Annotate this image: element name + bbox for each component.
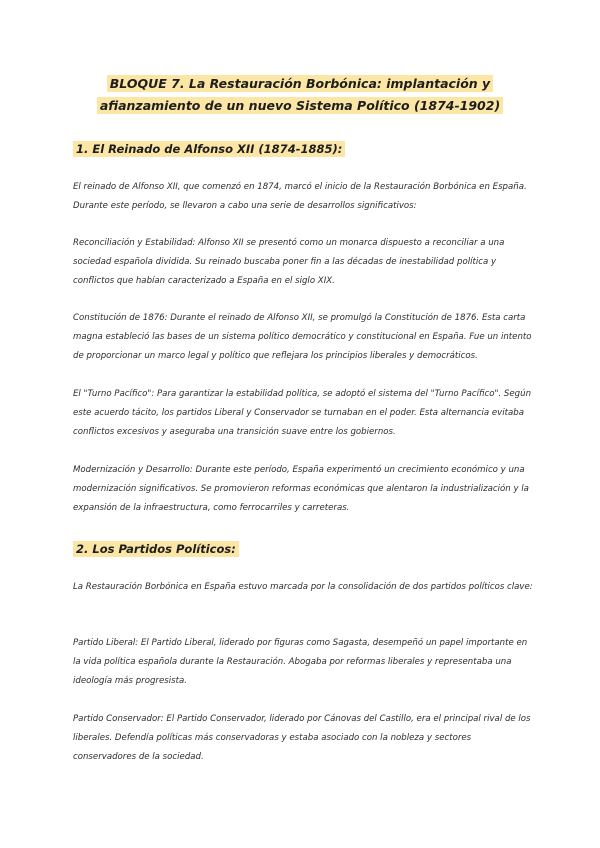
paragraph-reconciliacion: Reconciliación y Estabilidad: Alfonso XII se presentó como un monarca dispuesto a reconciliar a una sociedad española dividida. Su reinado buscaba poner fin a las décadas de inestabilidad política y conflictos que habían caracterizado a España en el siglo XIX. <box>73 238 505 286</box>
section-heading-reinado <box>73 140 345 158</box>
section-heading-partidos <box>73 540 239 558</box>
paragraph-partido-liberal: Partido Liberal: El Partido Liberal, liderado por figuras como Sagasta, desempeñó un papel importante en la vida política española durante la Restauración. Abogaba por reformas liberales y representaba una ideología más progresista. <box>73 638 528 686</box>
paragraph-constitucion: Constitución de 1876: Durante el reinado de Alfonso XII, se promulgó la Constitución de 1876. Esta carta magna estableció las bases de un sistema político democrático y constitucional en España. Fue un intento de proporcionar un marco legal y político que reflejara los principios liberales y democráticos. <box>73 313 532 361</box>
paragraph-partido-conservador: Partido Conservador: El Partido Conservador, liderado por Cánovas del Castillo, era el principal rival de los liberales. Defendía políticas más conservadoras y estaba asociado con la nobleza y sectores conservadores de la sociedad. <box>73 714 531 762</box>
title-highlight: BLOQUE 7. La Restauración Borbónica: implantación y afianzamiento de un nuevo Sistema Político (1874-1902) <box>97 75 503 114</box>
paragraph-modernizacion: Modernización y Desarrollo: Durante este período, España experimentó un crecimiento económico y una modernización significativos. Se promovieron reformas económicas que alentaron la industrialización y la expansión de la infraestructura, como ferrocarriles y carreteras. <box>73 465 529 513</box>
heading-highlight: 1. El Reinado de Alfonso XII (1874-1885): <box>73 141 345 157</box>
heading-highlight: 2. Los Partidos Políticos: <box>73 541 239 557</box>
paragraph-turno-pacifico: El "Turno Pacífico": Para garantizar la estabilidad política, se adoptó el sistema del "Turno Pacífico". Según este acuerdo tácito, los partidos Liberal y Conservador se turnaban en el poder. Esta alternancia evitaba conflictos excesivos y aseguraba una transición suave entre los gobiernos. <box>73 389 532 437</box>
document-title <box>60 73 540 117</box>
paragraph-intro-partidos: La Restauración Borbónica en España estuvo marcada por la consolidación de dos partidos políticos clave: <box>73 582 533 592</box>
paragraph-intro-reinado: El reinado de Alfonso XII, que comenzó en 1874, marcó el inicio de la Restauración Borbónica en España. Durante este período, se llevaron a cabo una serie de desarrollos significativos: <box>73 182 527 211</box>
